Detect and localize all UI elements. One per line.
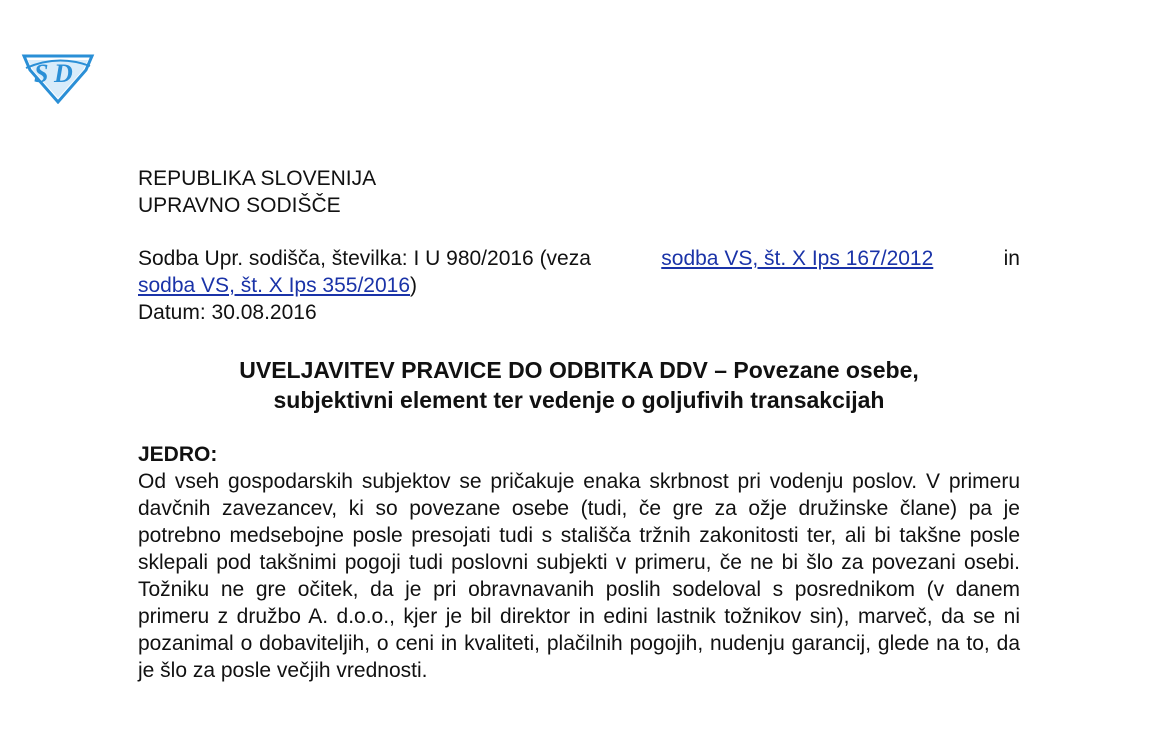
reference-connector: in (1003, 247, 1020, 270)
reference-suffix: ) (410, 274, 418, 297)
title-line-2: subjektivni element ter vedenje o goljufivih transakcijah (273, 387, 885, 413)
judgment-reference (138, 245, 1020, 326)
svg-text:D: D (54, 59, 73, 88)
reference-line-1 (138, 245, 1020, 272)
reference-line-2 (138, 272, 1020, 299)
svg-text:S: S (34, 59, 49, 88)
link-sodba-vs-167-2012[interactable]: sodba VS, št. X Ips 167/2012 (661, 247, 934, 270)
judgment-date: Datum: 30.08.2016 (138, 301, 317, 324)
header-court: UPRAVNO SODIŠČE (138, 194, 341, 217)
jedro-label: JEDRO: (138, 443, 218, 466)
header-republic: REPUBLIKA SLOVENIJA (138, 167, 377, 190)
reference-prefix: Sodba Upr. sodišča, številka: I U 980/2016 (veza (138, 247, 591, 270)
title-line-1: UVELJAVITEV PRAVICE DO ODBITKA DDV – Povezane osebe, (239, 357, 919, 383)
document-title (138, 355, 1020, 415)
court-header (138, 165, 1020, 219)
link-sodba-vs-355-2016[interactable]: sodba VS, št. X Ips 355/2016 (138, 274, 411, 297)
jedro-text: Od vseh gospodarskih subjektov se pričakuje enaka skrbnost pri vodenju poslov. V primeru davčnih zavezancev, ki so povezane osebe (tudi, če gre za ožje družinske člane) pa je potrebno medsebojne posle presojati tudi s stališča tržnih zakonitosti ter, ali bi takšne posle sklepali pod takšnimi pogoji tudi poslovni subjekti v primeru, če ne bi šlo za povezani osebi. Tožniku ne gre očitek, da je pri obravnavanih poslih sodeloval s posrednikom (v danem primeru z družbo A. d.o.o., kjer je bil direktor in edini lastnik tožnikov sin), marveč, da se ni pozanimal o dobaviteljih, o ceni in kvaliteti, plačilnih pogojih, nudenju garancij, glede na to, da je šlo za posle večjih vrednosti. (138, 470, 1020, 682)
jedro-section (138, 441, 1020, 684)
court-logo-icon (20, 48, 96, 104)
